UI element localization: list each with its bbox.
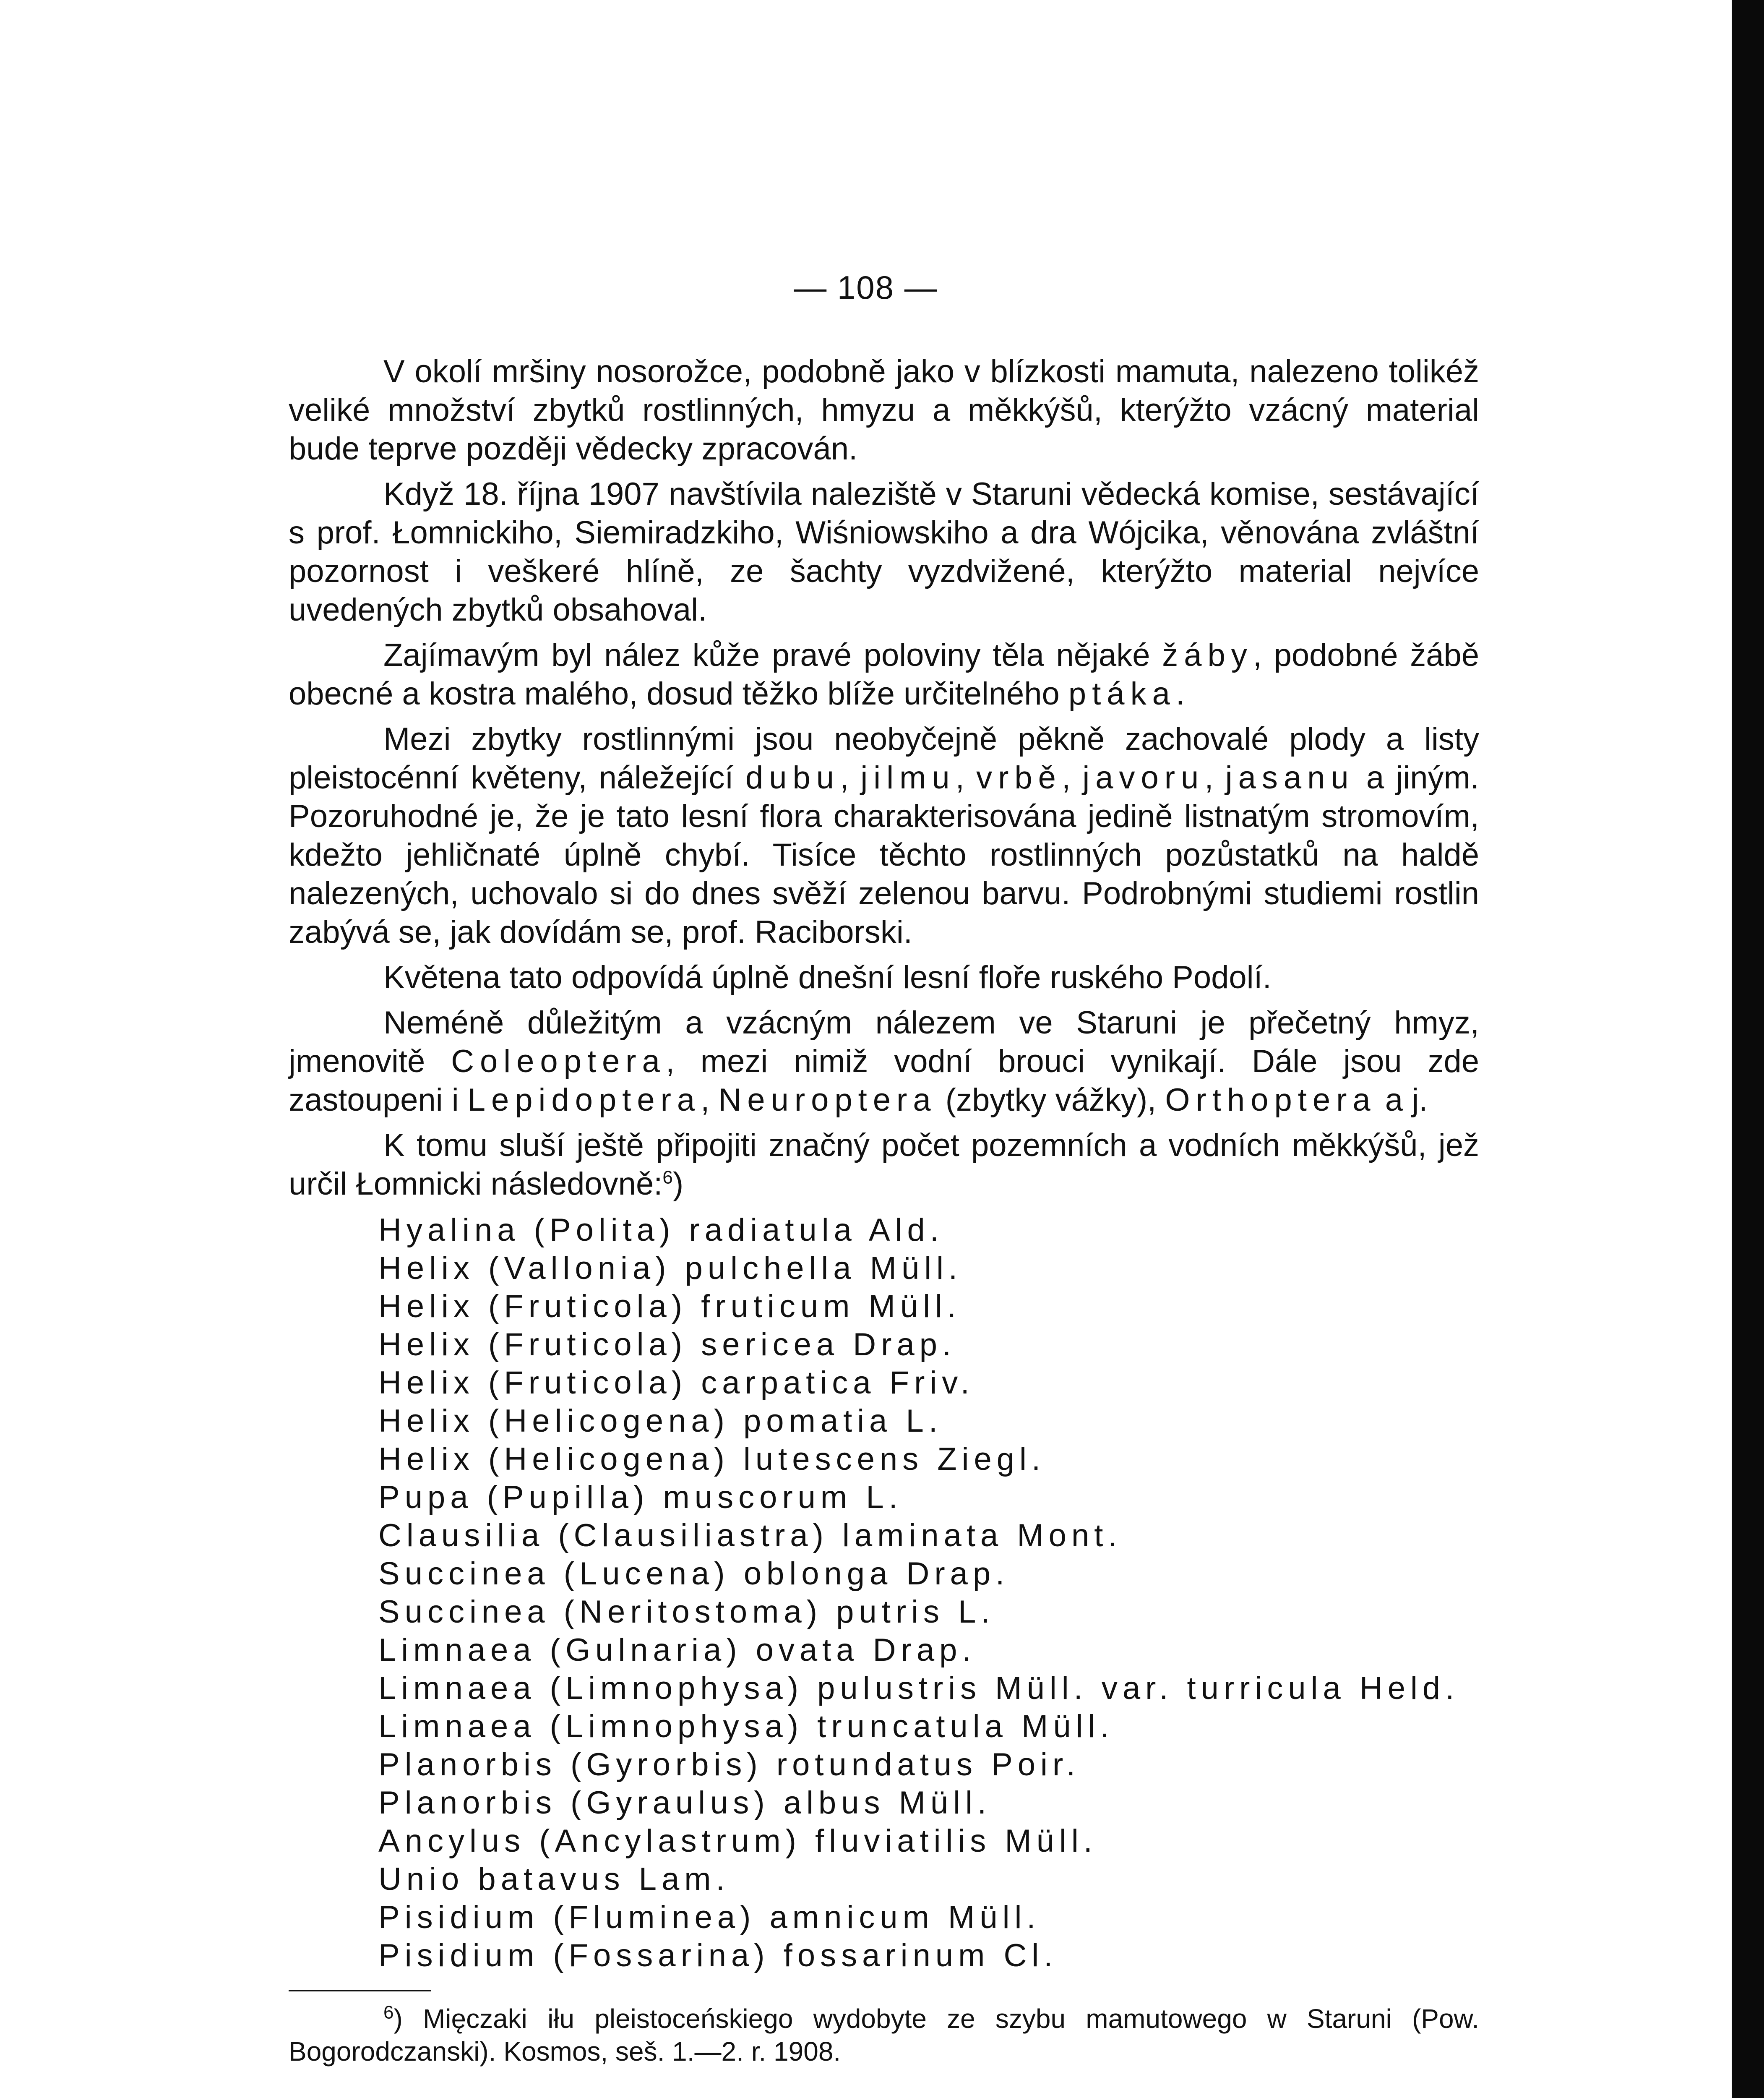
text-run: . <box>1175 676 1185 712</box>
text-run: K tomu sluší ještě připojiti značný počet pozemních a vodních měkkýšů, jež určil Łomnicki následovně: <box>289 1127 1479 1202</box>
footnote-ref: 6 <box>662 1167 673 1188</box>
text-run: , <box>955 760 977 796</box>
species-item: Clausilia (Clausiliastra) laminata Mont. <box>378 1518 1122 1553</box>
footnote-marker: 6 <box>383 2002 394 2023</box>
species-item: Helix (Fruticola) fruticum Müll. <box>378 1289 961 1324</box>
paragraph <box>289 720 1479 952</box>
species-item: Limnaea (Limnophysa) truncatula Müll. <box>378 1709 1114 1744</box>
text-run: , <box>1061 760 1083 796</box>
text-run: Mezi zbytky rostlinnými jsou neobyčejně pěkně zachovalé plody a listy pleistocénní květeny, náležející <box>289 721 1479 796</box>
spaced-term: žáby <box>1162 637 1253 673</box>
paragraph <box>289 958 1479 997</box>
text-run: Neméně důležitým a vzácným nálezem ve Staruni je přečetný hmyz, jmenovitě <box>289 1005 1479 1079</box>
species-item: Limnaea (Gulnaria) ovata Drap. <box>378 1632 976 1668</box>
paragraph <box>289 1126 1479 1203</box>
species-item: Ancylus (Ancylastrum) fluviatilis Müll. <box>378 1823 1097 1859</box>
species-item: Pisidium (Fossarina) fossarinum Cl. <box>378 1938 1058 1973</box>
main-text <box>289 352 1479 2075</box>
footnote <box>289 2002 1479 2068</box>
text-run: , <box>1204 760 1225 796</box>
spaced-term: Neuroptera <box>718 1082 937 1118</box>
text-run: V okolí mršiny nosorožce, podobně jako v blízkosti mamuta, nalezeno tolikéž veliké množství zbytků rostlinných, hmyzu a měkkýšů, kterýžto vzácný material bude teprve později vědecky zpracován. <box>289 354 1479 467</box>
text-run: , <box>840 760 861 796</box>
spaced-term: dubu <box>745 760 840 796</box>
text-run: ) <box>672 1166 684 1202</box>
text-run: , podobné žábě obecné a kostra malého, dosud těžko blíže určitelného <box>289 637 1479 712</box>
spaced-term: javoru <box>1082 760 1205 796</box>
species-item: Planorbis (Gyrorbis) rotundatus Poir. <box>378 1747 1081 1782</box>
spaced-term: Orthoptera <box>1165 1082 1376 1118</box>
text-run: , <box>701 1082 719 1118</box>
paragraph <box>289 636 1479 713</box>
text-run: a jiným. Pozoruhodné je, že je tato lesní flora charakterisována jedině listnatým stromovím, kdežto jehličnaté úplně chybí. Tisíce těchto rostlinných pozůstatků na haldě nalezených, uchovalo si do dnes svěží zelenou barvu. Podrobnými studiemi rostlin zabývá se, jak dovídám se, prof. Raciborski. <box>289 760 1479 950</box>
paragraph <box>289 475 1479 629</box>
text-run: Květena tato odpovídá úplně dnešní lesní floře ruského Podolí. <box>383 960 1272 995</box>
text-run: (zbytky vážky), <box>936 1082 1165 1118</box>
text-run: Zajímavým byl nález kůže pravé poloviny těla nějaké <box>383 637 1162 673</box>
species-item: Succinea (Lucena) oblonga Drap. <box>378 1556 1010 1592</box>
species-item: Helix (Fruticola) carpatica Friv. <box>378 1365 974 1401</box>
spaced-term: jilmu <box>860 760 956 796</box>
species-item: Helix (Vallonia) pulchella Müll. <box>378 1250 963 1286</box>
spaced-term: ptáka <box>1068 676 1176 712</box>
species-item: Pupa (Pupilla) muscorum L. <box>378 1480 903 1515</box>
text-run: Když 18. října 1907 navštívila naleziště v Staruni vědecká komise, sestávající s prof. Łomnickiho, Siemiradzkiho, Wiśniowskiho a dra Wójcika, věnována zvláštní pozornost i veškeré hlíně, ze šachty vyzdvižené, kterýžto material nejvíce uvedených zbytků obsahoval. <box>289 476 1479 628</box>
species-item: Helix (Helicogena) pomatia L. <box>378 1403 943 1439</box>
spaced-term: jasanu <box>1225 760 1355 796</box>
footnote-rule <box>289 1990 431 1991</box>
paragraph <box>289 352 1479 468</box>
spaced-term: vrbě <box>976 760 1062 796</box>
species-item: Hyalina (Polita) radiatula Ald. <box>378 1212 944 1248</box>
spaced-term: Coleoptera <box>451 1044 666 1079</box>
text-run: a j. <box>1376 1082 1428 1118</box>
footnote-text: ) Mięczaki iłu pleistoceńskiego wydobyte ze szybu mamutowego w Staruni (Pow. Bogorodczanski). Kosmos, seš. 1.—2. r. 1908. <box>289 2004 1479 2067</box>
paragraph <box>289 1004 1479 1119</box>
species-list <box>289 1211 1479 1975</box>
paragraphs <box>289 352 1479 1203</box>
species-item: Helix (Fruticola) sericea Drap. <box>378 1327 956 1362</box>
species-item: Unio batavus Lam. <box>378 1861 730 1897</box>
species-item: Succinea (Neritostoma) putris L. <box>378 1594 995 1630</box>
species-item: Planorbis (Gyraulus) albus Müll. <box>378 1785 992 1821</box>
species-item: Limnaea (Limnophysa) pulustris Müll. var. turricula Held. <box>378 1670 1459 1706</box>
species-item: Helix (Helicogena) lutescens Ziegl. <box>378 1441 1046 1477</box>
page-number: — 108 — <box>794 269 938 306</box>
scan-edge <box>1732 0 1764 2098</box>
spaced-term: Lepidoptera <box>467 1082 701 1118</box>
species-item: Pisidium (Fluminea) amnicum Müll. <box>378 1900 1041 1935</box>
text-run: , mezi nimiž vodní brouci vynikají. Dále jsou zde zastoupeni i <box>289 1044 1479 1118</box>
